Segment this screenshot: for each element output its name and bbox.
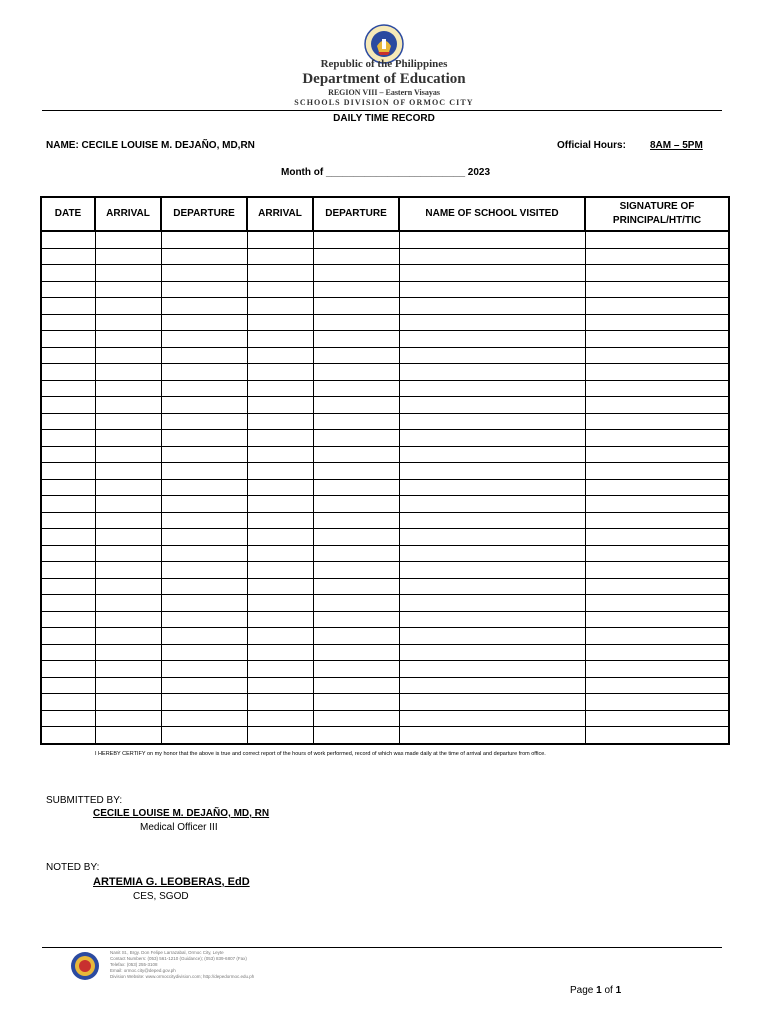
document-title: DAILY TIME RECORD — [333, 113, 435, 124]
table-cell — [247, 281, 313, 298]
table-row — [41, 578, 729, 595]
table-cell — [585, 314, 729, 331]
table-cell — [313, 578, 399, 595]
table-cell — [585, 397, 729, 414]
table-cell — [313, 331, 399, 348]
table-cell — [399, 545, 585, 562]
table-cell — [41, 265, 95, 282]
table-cell — [399, 529, 585, 546]
noted-by-label: NOTED BY: — [46, 862, 100, 873]
table-cell — [41, 578, 95, 595]
table-row — [41, 727, 729, 744]
table-cell — [41, 644, 95, 661]
table-cell — [41, 446, 95, 463]
table-cell — [41, 231, 95, 248]
table-cell — [161, 413, 247, 430]
table-cell — [585, 231, 729, 248]
table-cell — [247, 248, 313, 265]
page-prefix: Page — [570, 985, 594, 996]
table-cell — [585, 413, 729, 430]
table-cell — [585, 380, 729, 397]
official-hours-value: 8AM – 5PM — [650, 140, 703, 151]
table-cell — [161, 710, 247, 727]
table-cell — [161, 644, 247, 661]
table-cell — [161, 463, 247, 480]
table-row — [41, 347, 729, 364]
table-cell — [399, 710, 585, 727]
table-cell — [399, 265, 585, 282]
table-cell — [247, 314, 313, 331]
table-cell — [313, 380, 399, 397]
page-number — [570, 985, 621, 996]
table-cell — [41, 529, 95, 546]
table-cell — [95, 380, 161, 397]
submitted-by-label: SUBMITTED BY: — [46, 795, 123, 806]
table-cell — [313, 248, 399, 265]
table-cell — [161, 628, 247, 645]
table-cell — [41, 628, 95, 645]
column-header-departure-2: DEPARTURE — [313, 197, 399, 231]
republic-line: Republic of the Philippines — [320, 58, 448, 70]
table-cell — [161, 281, 247, 298]
table-cell — [313, 298, 399, 315]
table-body — [41, 231, 729, 744]
table-cell — [399, 562, 585, 579]
table-row — [41, 611, 729, 628]
table-cell — [161, 430, 247, 447]
table-cell — [399, 496, 585, 513]
table-cell — [41, 397, 95, 414]
table-cell — [41, 479, 95, 496]
table-cell — [161, 545, 247, 562]
table-cell — [313, 661, 399, 678]
certification-text: I HEREBY CERTIFY on my honor that the above is true and correct report of the hours of work performed, record of which was made daily at the time of arrival and departure from office. — [95, 751, 546, 757]
table-cell — [585, 545, 729, 562]
table-cell — [247, 331, 313, 348]
table-cell — [399, 364, 585, 381]
table-cell — [399, 314, 585, 331]
table-row — [41, 545, 729, 562]
table-cell — [95, 265, 161, 282]
table-cell — [247, 430, 313, 447]
table-cell — [399, 298, 585, 315]
table-cell — [399, 595, 585, 612]
table-cell — [95, 512, 161, 529]
table-cell — [313, 727, 399, 744]
table-cell — [95, 298, 161, 315]
department-name: Department of Education — [302, 71, 466, 87]
table-cell — [247, 479, 313, 496]
table-cell — [399, 413, 585, 430]
table-cell — [313, 479, 399, 496]
table-cell — [247, 446, 313, 463]
footer-divider — [42, 947, 722, 948]
column-header-arrival-1: ARRIVAL — [95, 197, 161, 231]
column-header-departure-1: DEPARTURE — [161, 197, 247, 231]
table-cell — [313, 545, 399, 562]
table-cell — [161, 512, 247, 529]
table-cell — [161, 496, 247, 513]
table-cell — [95, 677, 161, 694]
table-cell — [247, 265, 313, 282]
table-cell — [95, 727, 161, 744]
official-hours-label: Official Hours: — [557, 140, 626, 151]
time-record-table — [40, 196, 730, 745]
table-cell — [247, 694, 313, 711]
table-cell — [161, 479, 247, 496]
table-cell — [399, 661, 585, 678]
table-cell — [41, 710, 95, 727]
table-cell — [399, 248, 585, 265]
table-cell — [247, 397, 313, 414]
table-cell — [247, 578, 313, 595]
table-cell — [247, 710, 313, 727]
table-cell — [95, 413, 161, 430]
table-cell — [41, 248, 95, 265]
table-cell — [41, 661, 95, 678]
table-cell — [95, 397, 161, 414]
table-row — [41, 496, 729, 513]
table-cell — [313, 496, 399, 513]
table-row — [41, 694, 729, 711]
table-cell — [399, 578, 585, 595]
table-cell — [247, 364, 313, 381]
table-row — [41, 479, 729, 496]
table-cell — [585, 281, 729, 298]
table-cell — [313, 463, 399, 480]
table-row — [41, 677, 729, 694]
table-cell — [585, 496, 729, 513]
table-cell — [247, 231, 313, 248]
division-logo — [70, 951, 100, 981]
table-cell — [313, 231, 399, 248]
table-row — [41, 314, 729, 331]
table-row — [41, 661, 729, 678]
table-cell — [585, 710, 729, 727]
table-cell — [399, 479, 585, 496]
table-cell — [313, 694, 399, 711]
table-cell — [161, 661, 247, 678]
table-cell — [247, 496, 313, 513]
table-cell — [585, 298, 729, 315]
table-row — [41, 413, 729, 430]
table-cell — [95, 430, 161, 447]
table-cell — [161, 727, 247, 744]
region-line: REGION VIII – Eastern Visayas — [328, 88, 440, 97]
table-cell — [399, 727, 585, 744]
table-cell — [161, 265, 247, 282]
table-cell — [399, 331, 585, 348]
table-cell — [247, 628, 313, 645]
table-cell — [161, 694, 247, 711]
table-cell — [161, 677, 247, 694]
table-cell — [399, 397, 585, 414]
table-cell — [585, 331, 729, 348]
footer-contact-info — [110, 950, 254, 980]
table-cell — [313, 562, 399, 579]
submitted-by-position: Medical Officer III — [140, 822, 218, 833]
table-cell — [41, 595, 95, 612]
table-cell — [247, 380, 313, 397]
employee-name: NAME: CECILE LOUISE M. DEJAÑO, MD,RN — [46, 140, 255, 151]
table-cell — [95, 611, 161, 628]
table-row — [41, 380, 729, 397]
table-cell — [41, 364, 95, 381]
table-cell — [41, 380, 95, 397]
table-cell — [313, 446, 399, 463]
table-row — [41, 298, 729, 315]
division-line: SCHOOLS DIVISION OF ORMOC CITY — [294, 98, 474, 107]
table-cell — [95, 463, 161, 480]
table-cell — [161, 380, 247, 397]
table-cell — [41, 463, 95, 480]
table-cell — [247, 644, 313, 661]
table-cell — [95, 661, 161, 678]
table-cell — [247, 611, 313, 628]
table-cell — [95, 331, 161, 348]
table-cell — [399, 644, 585, 661]
table-row — [41, 364, 729, 381]
page-of: of — [604, 985, 613, 996]
table-cell — [161, 347, 247, 364]
table-cell — [95, 694, 161, 711]
column-header-school-visited: NAME OF SCHOOL VISITED — [399, 197, 585, 231]
table-cell — [161, 231, 247, 248]
table-cell — [95, 446, 161, 463]
table-cell — [247, 595, 313, 612]
table-cell — [399, 281, 585, 298]
table-cell — [399, 231, 585, 248]
table-cell — [585, 248, 729, 265]
table-cell — [585, 463, 729, 480]
table-cell — [95, 529, 161, 546]
table-cell — [247, 529, 313, 546]
table-cell — [247, 727, 313, 744]
table-cell — [161, 248, 247, 265]
submitted-by-name: CECILE LOUISE M. DEJAÑO, MD, RN — [93, 808, 270, 819]
table-cell — [247, 347, 313, 364]
footer-telefax-line: Telefax: (053) 255-3108 — [110, 962, 158, 967]
table-cell — [585, 446, 729, 463]
table-cell — [161, 314, 247, 331]
table-cell — [247, 677, 313, 694]
table-cell — [247, 512, 313, 529]
table-cell — [95, 578, 161, 595]
table-row — [41, 265, 729, 282]
page-total: 1 — [615, 985, 622, 996]
table-cell — [585, 512, 729, 529]
table-cell — [41, 562, 95, 579]
table-cell — [41, 694, 95, 711]
table-cell — [313, 677, 399, 694]
table-cell — [399, 611, 585, 628]
table-cell — [585, 562, 729, 579]
month-line: Month of _________________________ 2023 — [281, 167, 491, 178]
table-cell — [313, 529, 399, 546]
table-cell — [41, 298, 95, 315]
table-row — [41, 628, 729, 645]
table-cell — [247, 562, 313, 579]
table-row — [41, 463, 729, 480]
table-row — [41, 512, 729, 529]
table-row — [41, 595, 729, 612]
table-cell — [161, 578, 247, 595]
table-cell — [585, 628, 729, 645]
table-cell — [585, 677, 729, 694]
table-cell — [585, 347, 729, 364]
table-cell — [313, 644, 399, 661]
table-row — [41, 710, 729, 727]
table-cell — [95, 644, 161, 661]
table-cell — [313, 595, 399, 612]
table-cell — [95, 231, 161, 248]
table-cell — [399, 463, 585, 480]
table-cell — [585, 265, 729, 282]
table-cell — [161, 331, 247, 348]
table-cell — [313, 364, 399, 381]
table-cell — [95, 281, 161, 298]
table-cell — [313, 314, 399, 331]
table-cell — [585, 364, 729, 381]
table-row — [41, 529, 729, 546]
table-row — [41, 644, 729, 661]
footer-contact-line: Contact Numbers: (053) 561-1210 (Guidance); (053) 839-6807 (Fax) — [110, 956, 247, 961]
table-cell — [585, 595, 729, 612]
table-cell — [95, 496, 161, 513]
table-cell — [313, 265, 399, 282]
table-cell — [41, 314, 95, 331]
table-cell — [585, 529, 729, 546]
table-cell — [585, 661, 729, 678]
table-cell — [95, 347, 161, 364]
table-cell — [399, 430, 585, 447]
table-cell — [313, 710, 399, 727]
page-current: 1 — [596, 985, 602, 996]
table-cell — [313, 628, 399, 645]
header-divider — [42, 110, 722, 111]
table-cell — [41, 347, 95, 364]
table-row — [41, 281, 729, 298]
table-cell — [95, 595, 161, 612]
table-cell — [161, 446, 247, 463]
table-cell — [41, 677, 95, 694]
footer-address-line: Nanit St., Brgy. Don Felipe Larrazabal, Ormoc City, Leyte — [110, 950, 224, 955]
table-cell — [585, 430, 729, 447]
table-row — [41, 397, 729, 414]
table-cell — [41, 496, 95, 513]
table-cell — [41, 727, 95, 744]
noted-by-position: CES, SGOD — [133, 891, 189, 902]
table-cell — [585, 611, 729, 628]
table-cell — [399, 380, 585, 397]
table-cell — [161, 611, 247, 628]
column-header-signature: SIGNATURE OF PRINCIPAL/HT/TIC — [585, 197, 729, 231]
table-cell — [41, 413, 95, 430]
table-cell — [247, 298, 313, 315]
noted-by-name: ARTEMIA G. LEOBERAS, EdD — [93, 876, 250, 888]
table-row — [41, 248, 729, 265]
table-cell — [41, 281, 95, 298]
table-cell — [95, 562, 161, 579]
table-cell — [313, 413, 399, 430]
table-cell — [161, 562, 247, 579]
column-header-date: DATE — [41, 197, 95, 231]
table-row — [41, 446, 729, 463]
table-row — [41, 331, 729, 348]
table-cell — [313, 347, 399, 364]
table-row — [41, 430, 729, 447]
table-cell — [247, 463, 313, 480]
table-cell — [161, 595, 247, 612]
column-header-arrival-2: ARRIVAL — [247, 197, 313, 231]
table-cell — [95, 314, 161, 331]
table-cell — [247, 545, 313, 562]
table-cell — [41, 611, 95, 628]
table-cell — [247, 661, 313, 678]
table-cell — [41, 430, 95, 447]
table-cell — [41, 331, 95, 348]
table-cell — [585, 479, 729, 496]
table-cell — [41, 545, 95, 562]
table-cell — [95, 364, 161, 381]
table-cell — [247, 413, 313, 430]
table-cell — [585, 694, 729, 711]
table-cell — [585, 644, 729, 661]
table-cell — [585, 727, 729, 744]
table-cell — [313, 281, 399, 298]
table-cell — [41, 512, 95, 529]
table-row — [41, 562, 729, 579]
table-cell — [95, 628, 161, 645]
table-cell — [399, 677, 585, 694]
table-cell — [161, 397, 247, 414]
table-cell — [313, 512, 399, 529]
table-cell — [313, 611, 399, 628]
table-header-row — [41, 197, 729, 231]
table-cell — [95, 710, 161, 727]
table-cell — [95, 545, 161, 562]
table-cell — [399, 628, 585, 645]
table-cell — [585, 578, 729, 595]
footer-website-line: Division Website: www.ormoccitydivision.com; http://depedormoc.edu.ph — [110, 974, 255, 979]
table-cell — [399, 694, 585, 711]
table-cell — [313, 430, 399, 447]
table-cell — [399, 446, 585, 463]
table-cell — [313, 397, 399, 414]
table-cell — [161, 529, 247, 546]
table-cell — [399, 512, 585, 529]
table-cell — [161, 298, 247, 315]
footer-email-line: Email: ormoc.city@deped.gov.ph — [110, 968, 176, 973]
table-cell — [399, 347, 585, 364]
table-row — [41, 231, 729, 248]
table-cell — [95, 479, 161, 496]
table-cell — [161, 364, 247, 381]
table-cell — [95, 248, 161, 265]
